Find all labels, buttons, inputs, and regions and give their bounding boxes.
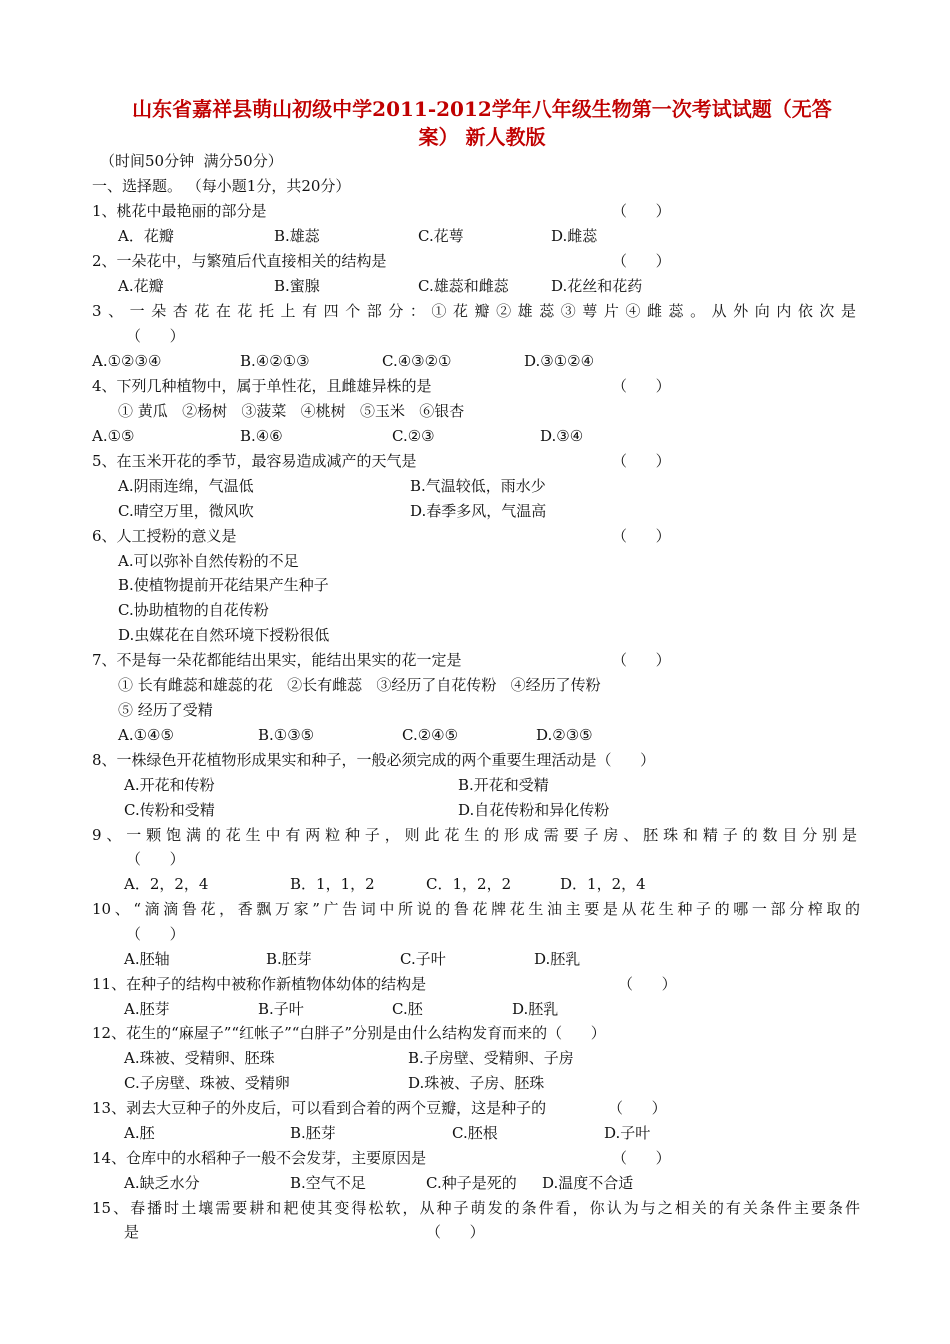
option-a: A.胚芽 <box>124 1000 170 1018</box>
answer-paren: （ ） <box>618 975 677 993</box>
answer-paren: （ ） <box>612 651 671 669</box>
option-a: A.①④⑤ <box>118 726 174 744</box>
exam-title-line2: 案） 新人教版 <box>418 125 546 149</box>
option-d: D.③④ <box>540 427 584 445</box>
option-b: B.④②①③ <box>240 352 310 370</box>
option-a: A.①⑤ <box>92 427 135 445</box>
option-d: D.花丝和花药 <box>551 277 643 295</box>
question-15: 15、春播时土壤需要耕和耙使其变得松软，从种子萌发的条件看，你认为与之相关的有关条件主要条件 <box>92 1199 860 1217</box>
question-13: 13、剥去大豆种子的外皮后，可以看到合着的两个豆瓣，这是种子的 <box>92 1099 547 1117</box>
answer-paren: （ ） <box>612 377 671 395</box>
option-d: D．1，2，4 <box>560 875 646 893</box>
answer-paren: （ ） <box>426 1223 485 1241</box>
question-15-tail: 是 <box>124 1223 140 1241</box>
option-d: D.胚乳 <box>512 1000 559 1018</box>
option-d: D.珠被、子房、胚珠 <box>408 1074 545 1092</box>
option-d: D.虫媒花在自然环境下授粉很低 <box>118 626 330 644</box>
option-d: D.子叶 <box>604 1124 651 1142</box>
option-b: B.①③⑤ <box>258 726 315 744</box>
option-b: B.使植物提前开花结果产生种子 <box>118 576 329 594</box>
option-c: C.胚 <box>392 1000 423 1018</box>
option-a: A.阴雨连绵，气温低 <box>118 477 254 495</box>
option-b: B．1，1，2 <box>290 875 375 893</box>
option-c: C.②④⑤ <box>402 726 459 744</box>
question-5: 5、在玉米开花的季节，最容易造成减产的天气是 <box>92 452 417 470</box>
option-c: C.传粉和受精 <box>124 801 215 819</box>
option-a: A．2，2，4 <box>124 875 209 893</box>
option-a: A.胚轴 <box>124 950 170 968</box>
question-8: 8、一株绿色开花植物形成果实和种子，一般必须完成的两个重要生理活动是（ ） <box>92 751 656 769</box>
option-d: D.雌蕊 <box>551 227 598 245</box>
question-2: 2、一朵花中，与繁殖后代直接相关的结构是 <box>92 252 387 270</box>
option-b: B.子叶 <box>258 1000 304 1018</box>
option-b: B.子房壁、受精卵、子房 <box>408 1049 574 1067</box>
option-b: B.雄蕊 <box>274 227 320 245</box>
option-a: A.胚 <box>124 1124 155 1142</box>
option-d: D.②③⑤ <box>536 726 593 744</box>
answer-paren: （ ） <box>612 252 671 270</box>
option-c: C.雄蕊和雌蕊 <box>418 277 509 295</box>
question-4-items: ① 黄瓜 ②杨树 ③菠菜 ④桃树 ⑤玉米 ⑥银杏 <box>118 402 465 420</box>
option-c: C.子房壁、珠被、受精卵 <box>124 1074 290 1092</box>
question-7-items: ⑤ 经历了受精 <box>118 701 213 719</box>
option-b: B.胚芽 <box>266 950 312 968</box>
answer-paren: （ ） <box>612 1149 671 1167</box>
question-10: 10、“滴滴鲁花，香飘万家”广告词中所说的鲁花牌花生油主要是从花生种子的哪一部分榨取的 <box>92 900 860 918</box>
question-9: 9、一颗饱满的花生中有两粒种子，则此花生的形成需要子房、胚珠和精子的数目分别是 <box>92 826 860 844</box>
option-c: C.协助植物的自花传粉 <box>118 601 269 619</box>
option-a: A.①②③④ <box>92 352 162 370</box>
question-1: 1、桃花中最艳丽的部分是 <box>92 202 267 220</box>
section-heading: 一、选择题。 （每小题1分，共20分） <box>92 177 351 195</box>
option-a: A.可以弥补自然传粉的不足 <box>118 552 299 570</box>
option-c: C．1，2，2 <box>426 875 512 893</box>
option-c: C.④③②① <box>382 352 452 370</box>
option-d: D.春季多风，气温高 <box>410 502 547 520</box>
answer-paren: （ ） <box>126 850 185 868</box>
option-c: C.②③ <box>392 427 435 445</box>
question-7: 7、不是每一朵花都能结出果实，能结出果实的花一定是 <box>92 651 462 669</box>
option-b: B.空气不足 <box>290 1174 366 1192</box>
option-a: A.缺乏水分 <box>124 1174 200 1192</box>
question-7-items: ① 长有雌蕊和雄蕊的花 ②长有雌蕊 ③经历了自花传粉 ④经历了传粉 <box>118 676 601 694</box>
option-d: D.胚乳 <box>534 950 581 968</box>
option-a: A.花瓣 <box>118 277 164 295</box>
exam-info: （时间50分钟 满分50分） <box>100 152 283 170</box>
option-a: A.珠被、受精卵、胚珠 <box>124 1049 275 1067</box>
option-d: D.温度不合适 <box>542 1174 634 1192</box>
option-c: C.晴空万里，微风吹 <box>118 502 254 520</box>
option-c: C.花萼 <box>418 227 464 245</box>
option-d: D.③①②④ <box>524 352 595 370</box>
option-b: B.蜜腺 <box>274 277 320 295</box>
question-4: 4、下列几种植物中，属于单性花，且雌雄异株的是 <box>92 377 432 395</box>
question-12: 12、花生的“麻屋子”“红帐子”“白胖子”分别是由什么结构发育而来的（ ） <box>92 1024 606 1042</box>
option-b: B.开花和受精 <box>458 776 549 794</box>
option-b: B.④⑥ <box>240 427 283 445</box>
answer-paren: （ ） <box>612 452 671 470</box>
answer-paren: （ ） <box>126 925 185 943</box>
option-c: C.子叶 <box>400 950 446 968</box>
option-a: A.开花和传粉 <box>124 776 215 794</box>
question-11: 11、在种子的结构中被称作新植物体幼体的结构是 <box>92 975 427 993</box>
answer-paren: （ ） <box>608 1099 667 1117</box>
question-14: 14、仓库中的水稻种子一般不会发芽，主要原因是 <box>92 1149 427 1167</box>
question-3: 3、一朵杏花在花托上有四个部分：①花瓣②雄蕊③萼片④雌蕊。从外向内依次是 <box>92 302 860 320</box>
option-b: B.气温较低，雨水少 <box>410 477 546 495</box>
question-6: 6、人工授粉的意义是 <box>92 527 237 545</box>
option-d: D.自花传粉和异化传粉 <box>458 801 610 819</box>
option-a: A．花瓣 <box>118 227 174 245</box>
option-c: C.胚根 <box>452 1124 498 1142</box>
exam-title-line1: 山东省嘉祥县萌山初级中学2011-2012学年八年级生物第一次考试试题（无答 <box>132 97 832 121</box>
option-c: C.种子是死的 <box>426 1174 517 1192</box>
option-b: B.胚芽 <box>290 1124 336 1142</box>
answer-paren: （ ） <box>612 202 671 220</box>
answer-paren: （ ） <box>126 327 185 345</box>
answer-paren: （ ） <box>612 527 671 545</box>
